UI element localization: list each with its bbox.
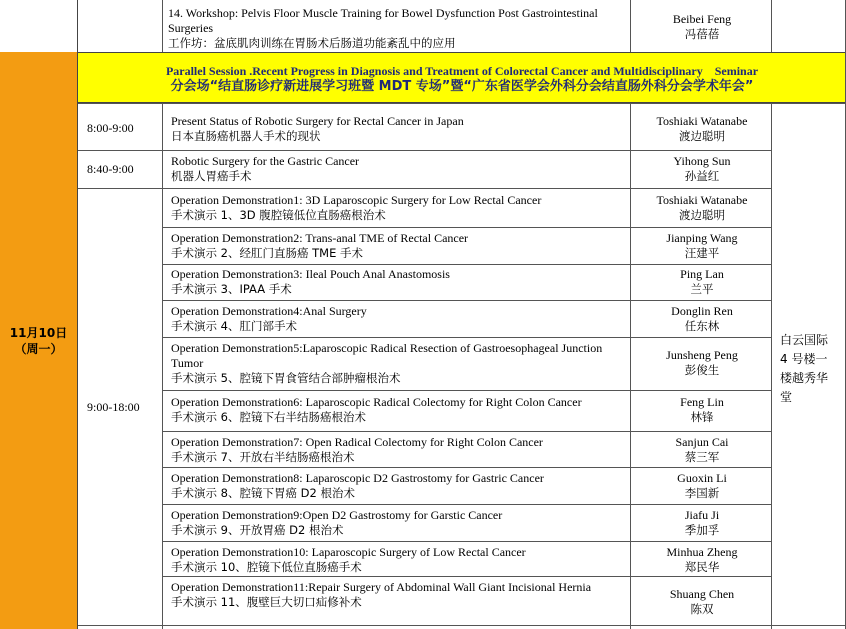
row-title-en: Operation Demonstration7: Open Radical Colectomy for Right Colon Cancer: [171, 435, 543, 449]
row-speaker: [634, 471, 770, 501]
row-speaker: [634, 114, 770, 144]
program-row: [171, 304, 631, 334]
grid-line: [162, 541, 771, 542]
row-title-en: Operation Demonstration11:Repair Surgery of Abdominal Wall Giant Incisional Hernia: [171, 580, 592, 594]
grid-line: [162, 390, 771, 391]
speaker-zh: 季加孚: [684, 523, 720, 537]
row-title-en: Operation Demonstration6: Laparoscopic Radical Colectomy for Right Colon Cancer: [171, 395, 582, 409]
grid-line: [78, 625, 846, 626]
speaker-en: Guoxin Li: [677, 471, 727, 485]
grid-line: [78, 150, 771, 151]
grid-line: [78, 188, 771, 189]
time-slot: 8:00-9:00: [87, 121, 134, 135]
program-row: [171, 545, 631, 575]
grid-line: [771, 0, 772, 52]
venue-cell: 白云国际 4 号楼一楼越秀华堂: [780, 333, 829, 404]
row-speaker: [634, 435, 770, 465]
row-speaker: [634, 348, 770, 378]
top-row-speaker-zh: 冯蓓蓓: [684, 27, 720, 41]
row-speaker: [634, 231, 770, 261]
grid-line: [771, 103, 772, 629]
date-cell-previous: [0, 0, 78, 52]
time-slot: 8:40-9:00: [87, 162, 134, 176]
row-title-en: Operation Demonstration1: 3D Laparoscopic Surgery for Low Rectal Cancer: [171, 193, 542, 207]
row-title-zh: 手术演示 11、腹壁巨大切口疝修补术: [171, 595, 362, 609]
grid-line: [162, 431, 771, 432]
row-title-zh: 手术演示 5、腔镜下胃食管结合部肿瘤根治术: [171, 371, 401, 385]
row-title-zh: 手术演示 8、腔镜下胃癌 D2 根治术: [171, 486, 355, 500]
row-title-zh: 手术演示 10、腔镜下低位直肠癌手术: [171, 560, 362, 574]
program-row: [171, 341, 626, 386]
date-weekday: （周一）: [14, 341, 63, 356]
row-title-en: Operation Demonstration2: Trans-anal TME of Rectal Cancer: [171, 231, 469, 245]
program-row: [171, 395, 631, 425]
speaker-en: Yihong Sun: [673, 154, 731, 168]
speaker-en: Jianping Wang: [666, 231, 738, 245]
top-row-title: [168, 6, 628, 51]
speaker-en: Toshiaki Watanabe: [656, 193, 748, 207]
row-speaker: [634, 545, 770, 575]
grid-line: [630, 103, 631, 629]
date-cell: [0, 52, 78, 629]
row-speaker: [634, 154, 770, 184]
speaker-en: Toshiaki Watanabe: [656, 114, 748, 128]
speaker-zh: 孙益红: [684, 169, 720, 183]
speaker-zh: 汪建平: [684, 246, 720, 260]
speaker-en: Feng Lin: [680, 395, 724, 409]
row-title-en: Robotic Surgery for the Gastric Cancer: [171, 154, 360, 168]
speaker-en: Shuang Chen: [669, 587, 735, 601]
speaker-en: Donglin Ren: [671, 304, 733, 318]
speaker-zh: 郑民华: [684, 560, 720, 574]
speaker-en: Sanjun Cai: [675, 435, 729, 449]
speaker-zh: 兰平: [690, 282, 714, 296]
speaker-zh: 林锋: [690, 410, 714, 424]
date-day: 11月10日: [9, 325, 68, 340]
grid-line: [162, 264, 771, 265]
speaker-en: Minhua Zheng: [666, 545, 738, 559]
grid-line: [630, 0, 631, 52]
session-title-zh: 分会场“结直肠诊疗新进展学习班暨 MDT 专场”暨“广东省医学会外科分会结直肠外科分会学术年会”: [170, 79, 754, 94]
row-title-zh: 手术演示 7、开放右半结肠癌根治术: [171, 450, 355, 464]
session-title-en: Parallel Session .Recent Progress in Diagnosis and Treatment of Colorectal Cancer and Multidisciplinary Seminar: [165, 64, 759, 78]
speaker-en: Jiafu Ji: [684, 508, 720, 522]
row-title-zh: 日本直肠癌机器人手术的现状: [171, 129, 321, 143]
speaker-zh: 任东林: [684, 319, 720, 333]
grid-line: [162, 337, 771, 338]
program-row: [171, 580, 616, 610]
row-title-zh: 机器人胃癌手术: [171, 169, 252, 183]
row-title-en: Operation Demonstration10: Laparoscopic Surgery of Low Rectal Cancer: [171, 545, 526, 559]
row-title-en: Operation Demonstration9:Open D2 Gastrostomy for Garstic Cancer: [171, 508, 503, 522]
top-row-title-zh: 工作坊：盆底肌肉训练在胃肠术后肠道功能紊乱中的应用: [168, 36, 456, 50]
session-banner: [78, 52, 846, 103]
row-speaker: [634, 304, 770, 334]
row-title-zh: 手术演示 1、3D 腹腔镜低位直肠癌根治术: [171, 208, 386, 222]
row-title-en: Operation Demonstration4:Anal Surgery: [171, 304, 367, 318]
program-row: [171, 435, 631, 465]
program-row: [171, 193, 631, 223]
top-row-speaker-en: Beibei Feng: [672, 12, 732, 26]
speaker-zh: 彭俊生: [684, 363, 720, 377]
time-slot: 9:00-18:00: [87, 400, 140, 414]
row-title-en: Operation Demonstration8: Laparoscopic D2 Gastrostomy for Gastric Cancer: [171, 471, 544, 485]
grid-line: [162, 300, 771, 301]
grid-line: [162, 467, 771, 468]
program-row: [171, 471, 631, 501]
speaker-zh: 李国新: [684, 486, 720, 500]
grid-line: [162, 504, 771, 505]
top-row-title-en: 14. Workshop: Pelvis Floor Muscle Training for Bowel Dysfunction Post Gastrointestinal Surgeries: [168, 6, 598, 35]
grid-line: [162, 0, 163, 52]
speaker-zh: 陈双: [690, 602, 714, 616]
program-row: [171, 267, 631, 297]
speaker-zh: 蔡三军: [684, 450, 720, 464]
grid-line: [162, 227, 771, 228]
top-row-speaker: [634, 12, 770, 42]
speaker-zh: 渡边聪明: [679, 129, 725, 143]
row-speaker: [634, 193, 770, 223]
row-title-en: Operation Demonstration3: Ileal Pouch Anal Anastomosis: [171, 267, 450, 281]
program-row: [171, 114, 631, 144]
row-title-zh: 手术演示 4、肛门部手术: [171, 319, 297, 333]
speaker-en: Junsheng Peng: [666, 348, 738, 362]
program-row: [171, 154, 631, 184]
row-title-zh: 手术演示 9、开放胃癌 D2 根治术: [171, 523, 344, 537]
row-title-en: Operation Demonstration5:Laparoscopic Radical Resection of Gastroesophageal Junction Tumor: [171, 341, 603, 370]
speaker-en: Ping Lan: [680, 267, 724, 281]
program-row: [171, 508, 631, 538]
grid-line: [162, 576, 771, 577]
row-speaker: [634, 395, 770, 425]
row-title-zh: 手术演示 2、经肛门直肠癌 TME 手术: [171, 246, 363, 260]
grid-line: [78, 103, 846, 104]
row-title-zh: 手术演示 3、IPAA 手术: [171, 282, 292, 296]
row-speaker: [634, 267, 770, 297]
row-speaker: [634, 587, 770, 617]
program-row: [171, 231, 631, 261]
row-title-zh: 手术演示 6、腔镜下右半结肠癌根治术: [171, 410, 366, 424]
row-title-en: Present Status of Robotic Surgery for Rectal Cancer in Japan: [171, 114, 464, 128]
grid-line: [162, 103, 163, 629]
speaker-zh: 渡边聪明: [679, 208, 725, 222]
row-speaker: [634, 508, 770, 538]
